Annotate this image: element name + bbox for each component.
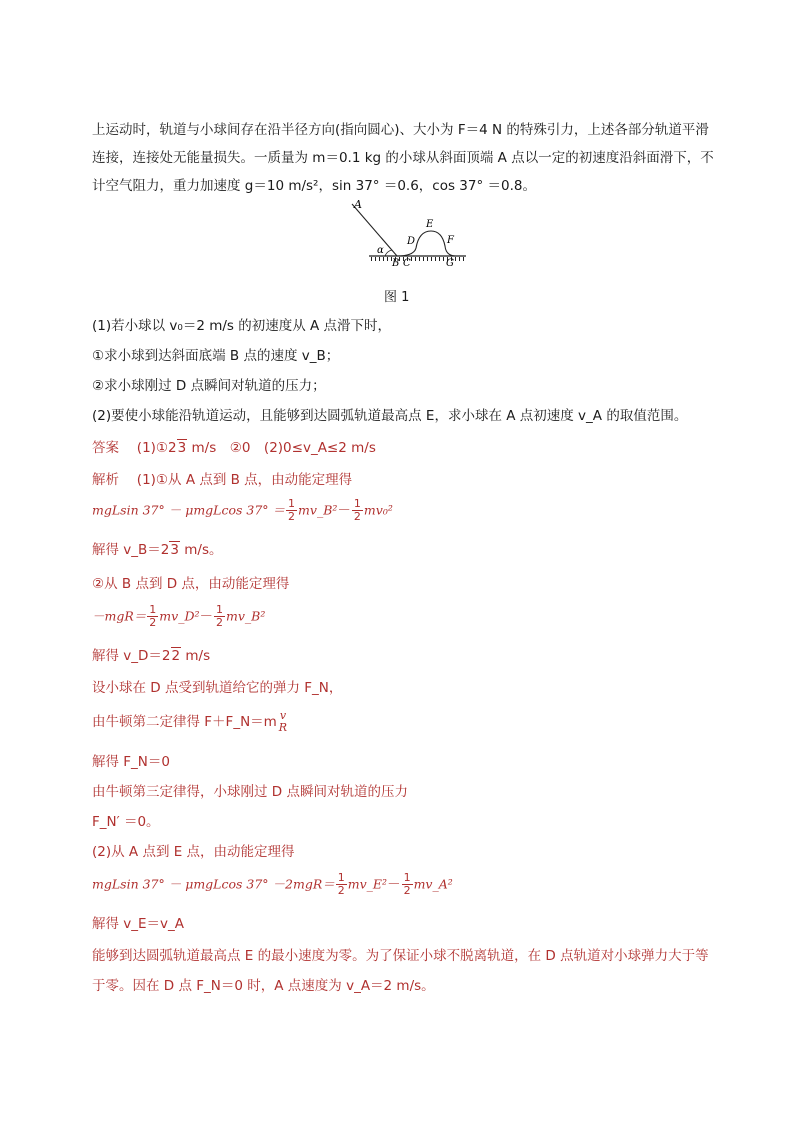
- analysis-step-3: 设小球在 D 点受到轨道给它的弹力 F_N，: [92, 680, 343, 696]
- question-2: (2)要使小球能沿轨道运动，且能够到达圆弧轨道最高点 E，求小球在 A 点初速度 v_A 的取值范围。: [92, 408, 688, 424]
- question-1b: ②求小球刚过 D 点瞬间对轨道的压力；: [92, 378, 326, 394]
- eq3-half-1: [336, 872, 347, 897]
- sol1-suffix: m/s。: [179, 542, 223, 558]
- half-den: 2: [149, 616, 157, 629]
- half-num: 1: [215, 603, 223, 616]
- track-diagram: [274, 196, 474, 272]
- solution-2: [92, 646, 210, 666]
- analysis-step-10: 能够到达圆弧轨道最高点 E 的最小速度为零。为了保证小球不脱离轨道，在 D 点轨道对小球弹力大于等: [92, 948, 709, 964]
- eq2-minus: －: [199, 608, 213, 625]
- eq1-half-1: [286, 498, 297, 523]
- problem-text-line-1: 上运动时，轨道与小球间存在沿半径方向(指向圆心)、大小为 F＝4 N 的特殊引力，上述各部分轨道平滑: [92, 122, 709, 138]
- half-num: 1: [288, 497, 296, 510]
- l4-num: v: [279, 709, 287, 722]
- analysis-step-5: 解得 F_N＝0: [92, 754, 170, 770]
- eq1-minus: －: [337, 502, 351, 519]
- label-f: F: [447, 235, 454, 246]
- label-d: D: [407, 236, 416, 247]
- figure-caption: 图 1: [384, 290, 410, 305]
- half-den: 2: [353, 510, 361, 523]
- equation-2: [92, 604, 265, 629]
- eq2-half-1: [147, 604, 158, 629]
- equation-1: [92, 498, 393, 523]
- eq1-term-1: mv_B²: [298, 502, 338, 518]
- problem-text-line-3: 计空气阻力，重力加速度 g＝10 m/s²，sin 37° ＝0.6，cos 37° ＝0.8。: [92, 178, 536, 194]
- solution-1: [92, 540, 223, 560]
- l4-text: 由牛顿第二定律得 F＋F_N＝m: [92, 714, 277, 730]
- eq1-half-2: [352, 498, 363, 523]
- eq1-left: mgLsin 37° － μmgLcos 37° ＝: [92, 502, 286, 518]
- eq3-term-2: mv_A²: [413, 876, 453, 892]
- problem-text-line-2: 连接，连接处无能量损失。一质量为 m＝0.1 kg 的小球从斜面顶端 A 点以一定的初速度沿斜面滑下，不: [92, 150, 714, 166]
- label-g: G: [446, 258, 454, 269]
- analysis-line-1: [92, 470, 352, 490]
- eq3-half-2: [402, 872, 413, 897]
- answer-part-1: (1)①2: [136, 440, 177, 456]
- half-den: 2: [215, 616, 223, 629]
- eq2-term-2: mv_B²: [225, 608, 266, 624]
- sol2-root: 2: [171, 648, 181, 664]
- half-den: 2: [403, 884, 411, 897]
- half-num: 1: [149, 603, 157, 616]
- eq2-term-1: mv_D²: [159, 608, 200, 624]
- eq3-term-1: mv_E²: [347, 876, 388, 892]
- answer-part-2: m/s ②0 (2)0≤v_A≤2 m/s: [187, 440, 376, 456]
- analysis-step-11: 于零。因在 D 点 F_N＝0 时，A 点速度为 v_A＝2 m/s。: [92, 978, 435, 994]
- incline: [352, 204, 397, 256]
- analysis-step-7: F_N′ ＝0。: [92, 814, 160, 830]
- equation-3: [92, 872, 453, 897]
- question-1: (1)若小球以 v₀＝2 m/s 的初速度从 A 点滑下时，: [92, 318, 392, 334]
- analysis-step-9: 解得 v_E＝v_A: [92, 916, 185, 932]
- label-e: E: [426, 219, 434, 230]
- answer-label: 答案: [92, 440, 119, 456]
- half-num: 1: [337, 871, 345, 884]
- question-1a: ①求小球到达斜面底端 B 点的速度 v_B；: [92, 348, 340, 364]
- half-den: 2: [337, 884, 345, 897]
- eq2-left: －mgR＝: [92, 608, 147, 624]
- half-num: 1: [353, 497, 361, 510]
- analysis-step-2: ②从 B 点到 D 点，由动能定理得: [92, 576, 290, 592]
- label-b: B: [392, 258, 400, 269]
- eq3-left: mgLsin 37° － μmgLcos 37° －2mgR＝: [92, 876, 335, 892]
- label-a: A: [354, 198, 362, 211]
- label-c: C: [403, 258, 411, 269]
- sol1-root: 3: [170, 542, 179, 558]
- angle-arc: [385, 250, 392, 256]
- sol1-prefix: 解得 v_B＝2: [92, 542, 170, 558]
- l4-fraction: [278, 710, 288, 734]
- newton-second-law: [92, 710, 289, 734]
- answer-root: 3: [177, 440, 187, 456]
- analysis-label: 解析: [92, 472, 119, 488]
- analysis-step-1: (1)①从 A 点到 B 点，由动能定理得: [136, 472, 353, 488]
- answer-line: [92, 438, 376, 458]
- half-den: 2: [288, 510, 296, 523]
- l4-den: R: [278, 721, 288, 734]
- sol2-suffix: m/s: [181, 648, 211, 664]
- analysis-step-6: 由牛顿第三定律得，小球刚过 D 点瞬间对轨道的压力: [92, 784, 408, 800]
- sol2-prefix: 解得 v_D＝2: [92, 648, 171, 664]
- eq3-minus: －: [387, 876, 401, 893]
- half-num: 1: [403, 871, 411, 884]
- eq2-half-2: [214, 604, 225, 629]
- label-alpha: α: [377, 245, 384, 256]
- analysis-step-8: (2)从 A 点到 E 点，由动能定理得: [92, 844, 295, 860]
- eq1-term-2: mv₀²: [363, 502, 393, 518]
